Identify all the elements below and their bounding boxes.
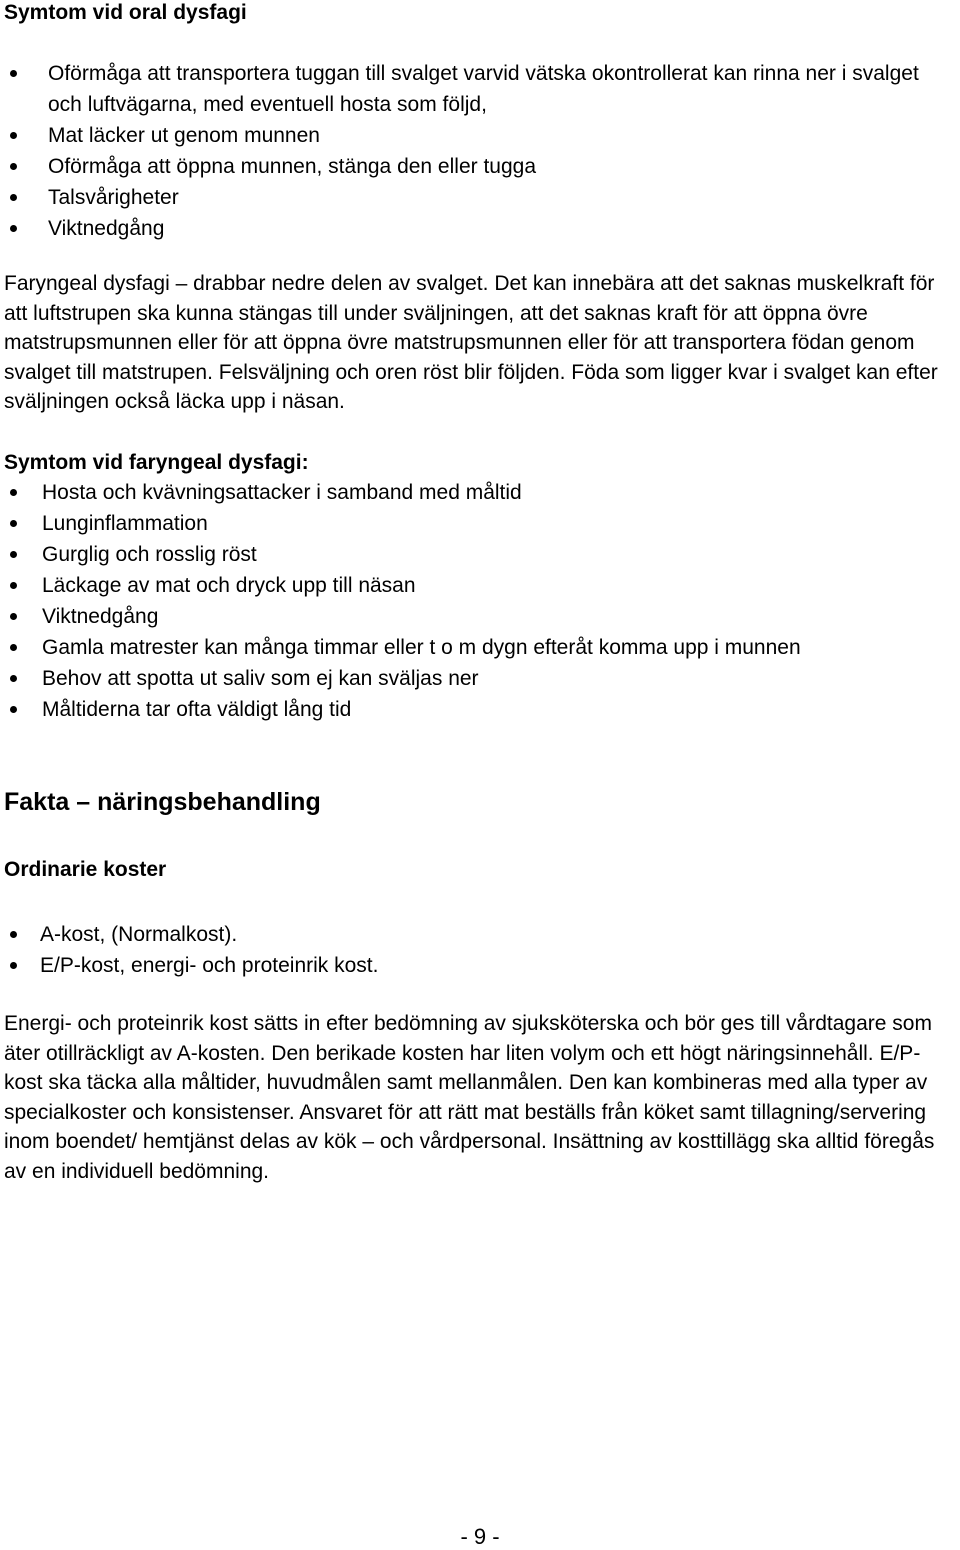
list-item: Behov att spotta ut saliv som ej kan sväljas ner	[42, 663, 801, 694]
pharyngeal-dysphagia-text: drabbar nedre delen av svalget. Det kan innebära att det saknas muskelkraft för att luftstrupen ska kunna stängas till under sväljningen, att det saknas kraft för att öppna övre matstrupsmunnen eller för att öppna övre matstrupsmunnen eller för att transportera födan genom svalget till matstrupen. Felsväljning och oren röst blir följden. Föda som ligger kvar i svalget kan efter sväljningen också läcka upp i näsan.	[4, 272, 938, 413]
pharyngeal-symptoms-heading: Symtom vid faryngeal dysfagi:	[4, 451, 309, 474]
pharyngeal-dysphagia-paragraph	[4, 269, 956, 417]
pharyngeal-symptom-list	[42, 477, 801, 725]
section-heading: Fakta – näringsbehandling	[4, 788, 321, 816]
list-item: Gamla matrester kan många timmar eller t o m dygn efteråt komma upp i munnen	[42, 632, 801, 663]
diet-paragraph: Energi- och proteinrik kost sätts in efter bedömning av sjuksköterska och bör ges till vårdtagare som äter otillräckligt av A-kosten. Den berikade kosten har liten volym och ett högt näringsinnehåll. E/P-kost ska täcka alla måltider, huvudmålen samt mellanmålen. Den kan kombineras med alla typer av specialkoster och konsistenser. Ansvaret för att rätt mat beställs från köket samt tillagning/servering inom boendet/ hemtjänst delas av kök – och vårdpersonal. Insättning av kosttillägg ska alltid föregås av en individuell bedömning.	[4, 1012, 935, 1183]
list-item: Hosta och kvävningsattacker i samband med måltid	[42, 477, 801, 508]
list-item: Gurglig och rosslig röst	[42, 539, 801, 570]
page-number: - 9 -	[460, 1524, 500, 1549]
pharyngeal-dysphagia-lead: Faryngeal dysfagi –	[4, 272, 188, 295]
list-item: Läckage av mat och dryck upp till näsan	[42, 570, 801, 601]
oral-dysphagia-heading: Symtom vid oral dysfagi	[4, 1, 247, 24]
list-item: Talsvårigheter	[48, 182, 953, 213]
list-item: E/P-kost, energi- och proteinrik kost.	[40, 950, 378, 981]
oral-symptom-list	[48, 58, 953, 244]
diet-list	[40, 919, 378, 981]
list-item: Mat läcker ut genom munnen	[48, 120, 953, 151]
list-item: Oförmåga att transportera tuggan till svalget varvid vätska okontrollerat kan rinna ner i svalget och luftvägarna, med eventuell hosta som följd,	[48, 58, 953, 120]
list-item: Måltiderna tar ofta väldigt lång tid	[42, 694, 801, 725]
list-item: A-kost, (Normalkost).	[40, 919, 378, 950]
list-item: Viktnedgång	[42, 601, 801, 632]
list-item: Lunginflammation	[42, 508, 801, 539]
list-item: Oförmåga att öppna munnen, stänga den eller tugga	[48, 151, 953, 182]
list-item: Viktnedgång	[48, 213, 953, 244]
subsection-heading: Ordinarie koster	[4, 858, 167, 881]
